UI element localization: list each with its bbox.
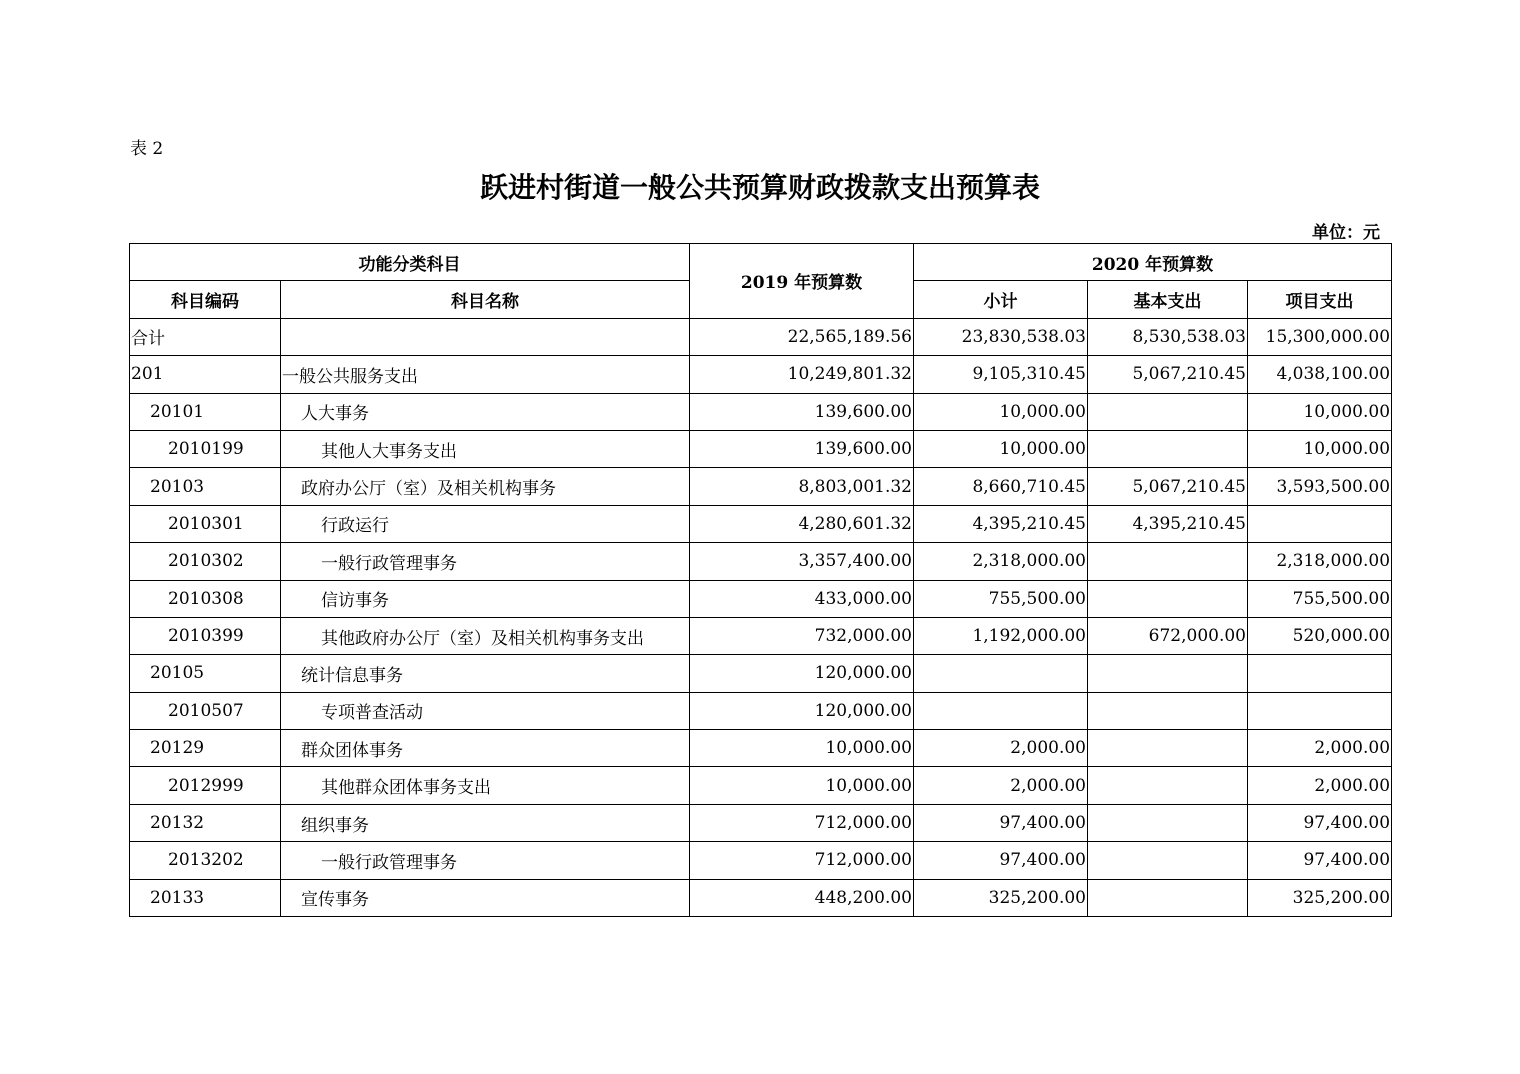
cell-budget-2019: 433,000.00 — [690, 580, 914, 617]
cell-subtotal: 23,830,538.03 — [914, 318, 1088, 355]
table-row — [130, 318, 1392, 355]
header-code: 科目编码 — [130, 281, 281, 318]
cell-code: 2010301 — [130, 505, 281, 542]
cell-project: 97,400.00 — [1248, 842, 1392, 879]
cell-budget-2019: 448,200.00 — [690, 879, 914, 916]
cell-name: 行政运行 — [281, 505, 690, 542]
cell-basic: 5,067,210.45 — [1088, 356, 1248, 393]
cell-budget-2019: 732,000.00 — [690, 617, 914, 654]
cell-project: 10,000.00 — [1248, 430, 1392, 467]
cell-code: 20105 — [130, 655, 281, 692]
cell-basic — [1088, 580, 1248, 617]
cell-code: 20101 — [130, 393, 281, 430]
table-header — [130, 244, 1392, 319]
cell-budget-2019: 22,565,189.56 — [690, 318, 914, 355]
cell-project: 2,000.00 — [1248, 767, 1392, 804]
cell-subtotal: 2,000.00 — [914, 730, 1088, 767]
cell-code: 2012999 — [130, 767, 281, 804]
table-label: 表 2 — [130, 139, 164, 159]
cell-subtotal: 2,318,000.00 — [914, 543, 1088, 580]
table-row — [130, 468, 1392, 505]
table-row — [130, 730, 1392, 767]
cell-subtotal: 2,000.00 — [914, 767, 1088, 804]
cell-subtotal: 755,500.00 — [914, 580, 1088, 617]
table-row — [130, 842, 1392, 879]
cell-project: 2,318,000.00 — [1248, 543, 1392, 580]
cell-basic: 4,395,210.45 — [1088, 505, 1248, 542]
cell-project: 520,000.00 — [1248, 617, 1392, 654]
cell-name: 信访事务 — [281, 580, 690, 617]
cell-name: 组织事务 — [281, 804, 690, 841]
cell-code: 2010399 — [130, 617, 281, 654]
table-row — [130, 430, 1392, 467]
table-row — [130, 767, 1392, 804]
header-function-category: 功能分类科目 — [130, 244, 690, 281]
cell-budget-2019: 4,280,601.32 — [690, 505, 914, 542]
cell-project: 15,300,000.00 — [1248, 318, 1392, 355]
cell-budget-2019: 3,357,400.00 — [690, 543, 914, 580]
cell-subtotal: 10,000.00 — [914, 430, 1088, 467]
cell-code: 2010199 — [130, 430, 281, 467]
table-row — [130, 692, 1392, 729]
cell-basic — [1088, 655, 1248, 692]
cell-project: 325,200.00 — [1248, 879, 1392, 916]
cell-name: 一般行政管理事务 — [281, 543, 690, 580]
cell-project: 97,400.00 — [1248, 804, 1392, 841]
cell-subtotal — [914, 692, 1088, 729]
table-row — [130, 655, 1392, 692]
cell-name: 统计信息事务 — [281, 655, 690, 692]
cell-subtotal: 97,400.00 — [914, 842, 1088, 879]
cell-budget-2019: 120,000.00 — [690, 692, 914, 729]
cell-code: 20133 — [130, 879, 281, 916]
cell-subtotal: 10,000.00 — [914, 393, 1088, 430]
header-basic: 基本支出 — [1088, 281, 1248, 318]
cell-project: 4,038,100.00 — [1248, 356, 1392, 393]
cell-budget-2019: 10,000.00 — [690, 730, 914, 767]
cell-project: 3,593,500.00 — [1248, 468, 1392, 505]
cell-subtotal: 4,395,210.45 — [914, 505, 1088, 542]
cell-basic — [1088, 543, 1248, 580]
cell-project — [1248, 655, 1392, 692]
unit-label: 单位：元 — [1312, 223, 1380, 243]
cell-code: 2010308 — [130, 580, 281, 617]
cell-budget-2019: 8,803,001.32 — [690, 468, 914, 505]
cell-name — [281, 318, 690, 355]
cell-basic — [1088, 879, 1248, 916]
cell-subtotal: 325,200.00 — [914, 879, 1088, 916]
cell-basic: 8,530,538.03 — [1088, 318, 1248, 355]
cell-budget-2019: 10,249,801.32 — [690, 356, 914, 393]
table-row — [130, 543, 1392, 580]
header-budget-2019: 2019 年预算数 — [690, 244, 914, 319]
cell-code: 20103 — [130, 468, 281, 505]
cell-budget-2019: 139,600.00 — [690, 430, 914, 467]
cell-code: 2010507 — [130, 692, 281, 729]
cell-budget-2019: 712,000.00 — [690, 842, 914, 879]
cell-basic — [1088, 692, 1248, 729]
cell-project: 10,000.00 — [1248, 393, 1392, 430]
cell-code: 20132 — [130, 804, 281, 841]
cell-code: 201 — [130, 356, 281, 393]
cell-subtotal: 97,400.00 — [914, 804, 1088, 841]
cell-name: 群众团体事务 — [281, 730, 690, 767]
cell-project: 755,500.00 — [1248, 580, 1392, 617]
cell-name: 宣传事务 — [281, 879, 690, 916]
cell-name: 一般公共服务支出 — [281, 356, 690, 393]
cell-name: 一般行政管理事务 — [281, 842, 690, 879]
header-subtotal: 小计 — [914, 281, 1088, 318]
cell-basic — [1088, 842, 1248, 879]
cell-name: 政府办公厅（室）及相关机构事务 — [281, 468, 690, 505]
cell-code: 2010302 — [130, 543, 281, 580]
cell-basic — [1088, 430, 1248, 467]
cell-project — [1248, 692, 1392, 729]
header-project: 项目支出 — [1248, 281, 1392, 318]
cell-name: 其他群众团体事务支出 — [281, 767, 690, 804]
header-name: 科目名称 — [281, 281, 690, 318]
table-row — [130, 356, 1392, 393]
cell-budget-2019: 712,000.00 — [690, 804, 914, 841]
budget-table — [129, 243, 1392, 917]
cell-code: 合计 — [130, 318, 281, 355]
table-body — [130, 318, 1392, 916]
table-row — [130, 580, 1392, 617]
cell-subtotal: 1,192,000.00 — [914, 617, 1088, 654]
cell-budget-2019: 10,000.00 — [690, 767, 914, 804]
cell-code: 20129 — [130, 730, 281, 767]
cell-subtotal — [914, 655, 1088, 692]
cell-budget-2019: 139,600.00 — [690, 393, 914, 430]
cell-name: 其他人大事务支出 — [281, 430, 690, 467]
cell-name: 人大事务 — [281, 393, 690, 430]
cell-name: 专项普查活动 — [281, 692, 690, 729]
cell-project — [1248, 505, 1392, 542]
cell-code: 2013202 — [130, 842, 281, 879]
header-row-1 — [130, 244, 1392, 281]
cell-basic — [1088, 393, 1248, 430]
cell-subtotal: 9,105,310.45 — [914, 356, 1088, 393]
table-row — [130, 804, 1392, 841]
cell-basic — [1088, 804, 1248, 841]
table-row — [130, 505, 1392, 542]
table-row — [130, 879, 1392, 916]
cell-basic — [1088, 730, 1248, 767]
table-row — [130, 617, 1392, 654]
table-row — [130, 393, 1392, 430]
page-title: 跃进村街道一般公共预算财政拨款支出预算表 — [479, 171, 1040, 204]
cell-budget-2019: 120,000.00 — [690, 655, 914, 692]
cell-basic: 5,067,210.45 — [1088, 468, 1248, 505]
cell-basic: 672,000.00 — [1088, 617, 1248, 654]
header-budget-2020: 2020 年预算数 — [914, 244, 1392, 281]
cell-project: 2,000.00 — [1248, 730, 1392, 767]
cell-subtotal: 8,660,710.45 — [914, 468, 1088, 505]
cell-name: 其他政府办公厅（室）及相关机构事务支出 — [281, 617, 690, 654]
cell-basic — [1088, 767, 1248, 804]
